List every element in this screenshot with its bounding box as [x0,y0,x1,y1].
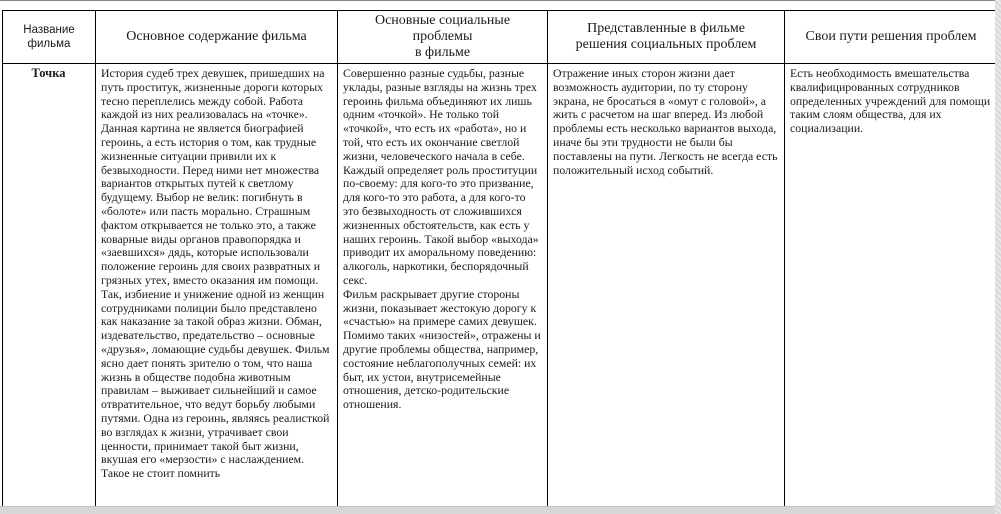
cell-social-problems[interactable] [338,64,548,514]
cell-film-title[interactable] [3,64,96,514]
film-analysis-table [2,10,998,514]
social-problems-paragraph-2: Фильм раскрывает другие стороны жизни, показывает жестокую дорогу к «счастью» на примере самих девушек. Помимо таких «низостей», отражены и другие проблемы общества, например, состояние неблагополучных семей: их быт, их устои, внутрисемейные отношения, детско-родительские отношения. [343,286,541,412]
cell-presented-solutions[interactable] [548,64,785,514]
header-line: проблемы [412,29,473,44]
header-line: Представленные в фильме [587,21,745,36]
window-top-edge [0,0,1001,1]
presented-solutions-text: Отражение иных сторон жизни дает возможность аудитории, по ту сторону экрана, не бросаться в «омут с головой», а жить с расчетом на шаг вперед. Из любой проблемы есть несколько вариантов выхода, иначе бы эти трудности не были бы поставлены на пути. Легкость не всегда есть положительный исход событий. [553,66,778,177]
social-problems-paragraph-1: Совершенно разные судьбы, разные уклады, разные взгляды на жизнь трех героинь фильма объединяют их лишь одним «точкой». Не только той «точкой», что есть их «работа», но и той, что есть их окончание светлой жизни, человеческого начала в себе. Каждый определяет роль проституции по-своему: для кого-то это призвание, для кого-то это работа, а для кого-то это безвыходность от сложившихся жизненных обстоятельств, как есть у наших героинь. Такой выбор «выхода» приводит их аморальному поведению: алкоголь, наркотики, беспорядочный секс. [343,66,539,287]
own-solutions-text: Есть необходимость вмешательства квалифицированных сотрудников определенных учреждений для помощи таким слоям общества, для их социализации. [790,66,991,136]
header-presented-solutions[interactable] [548,11,785,64]
header-social-problems[interactable] [338,11,548,64]
header-line: Основное содержание фильма [126,29,307,44]
header-own-solutions[interactable] [785,11,998,64]
window-bottom-edge [0,506,1001,514]
header-line: Название [23,24,75,36]
table-row [3,64,998,514]
cell-main-content[interactable] [96,64,338,514]
vertical-scrollbar[interactable] [995,0,1001,514]
film-title-text: Точка [31,66,66,80]
header-main-content[interactable] [96,11,338,64]
header-line: в фильме [414,45,471,60]
cell-own-solutions[interactable] [785,64,998,514]
header-line: решения социальных проблем [575,37,757,52]
header-line: Свои пути решения проблем [805,29,977,44]
header-film-name[interactable] [3,11,96,64]
header-row [3,11,998,64]
header-line: Основные социальные [374,13,511,28]
main-content-text: История судеб трех девушек, пришедших на путь проститук, жизненные дороги которых тесно переплелись между собой. Работа каждой из них реализовалась на «точке». Данная картина не является биографией героинь, а есть история о том, как трудные жизненные ситуации привили их к безвыходности. Перед ними нет множества вариантов открытых путей к светлому будущему. Выбор не велик: погибнуть в «болоте» или пасть морально. Страшным фактом открывается не только это, а также коварные виды органов правопорядка и «заевшихся» дядь, которые использовали положение героинь для своих развратных и грязных утех, вместо оказания им помощи. Так, избиение и унижение одной из женщин сотрудниками полиции было представлено как наказание за такой образ жизни. Обман, издевательство, предательство – основные «друзья», ломающие судьбы девушек. Фильм ясно дает понять зрителю о том, что наша жизнь в обществе подобна животным правилам – выживает сильнейший и самое отвратительное, что ведут борьбу любыми путями. Одна из героинь, являясь реалисткой во взглядах к жизни, утрачивает свои ценности, принимает такой быт жизни, вкушая его «мерзости» с наслаждением. Такое не стоит помнить [101,66,330,481]
header-line: фильма [27,38,71,50]
